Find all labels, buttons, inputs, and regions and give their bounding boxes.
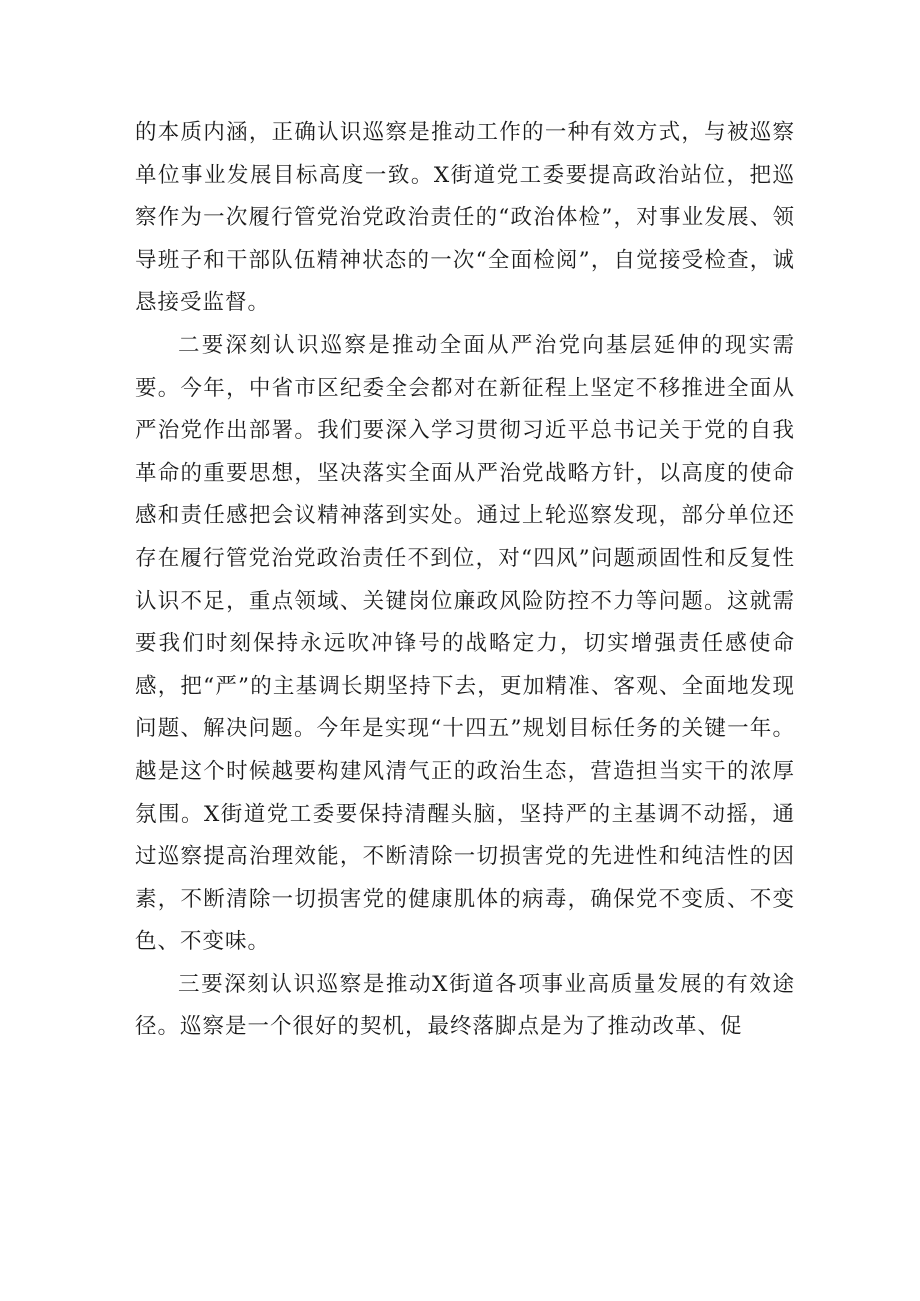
- paragraph-1: 的本质内涵，正确认识巡察是推动工作的一种有效方式，与被巡察单位事业发展目标高度一致。X街道党工委要提高政治站位，把巡察作为一次履行管党治党政治责任的“政治体检”，对事业发展、领导班子和干部队伍精神状态的一次“全面检阅”，自觉接受检查，诚恳接受监督。: [135, 120, 795, 316]
- paragraph-2: 二要深刻认识巡察是推动全面从严治党向基层延伸的现实需要。今年，中省市区纪委全会都对在新征程上坚定不移推进全面从严治党作出部署。我们要深入学习贯彻习近平总书记关于党的自我革命的重要思想，坚决落实全面从严治党战略方针，以高度的使命感和责任感把会议精神落到实处。通过上轮巡察发现，部分单位还存在履行管党治党政治责任不到位，对“四风”问题顽固性和反复性认识不足，重点领域、关键岗位廉政风险防控不力等问题。这就需要我们时刻保持永远吹冲锋号的战略定力，切实增强责任感使命感，把“严”的主基调长期坚持下去，更加精准、客观、全面地发现问题、解决问题。今年是实现“十四五”规划目标任务的关键一年。越是这个时候越要构建风清气正的政治生态，营造担当实干的浓厚氛围。X街道党工委要保持清醒头脑，坚持严的主基调不动摇，通过巡察提高治理效能，不断清除一切损害党的先进性和纯洁性的因素，不断清除一切损害党的健康肌体的病毒，确保党不变质、不变色、不变味。: [135, 332, 795, 955]
- document-body: [135, 112, 795, 1049]
- paragraph-3: 三要深刻认识巡察是推动X街道各项事业高质量发展的有效途径。巡察是一个很好的契机，最终落脚点是为了推动改革、促: [135, 971, 795, 1040]
